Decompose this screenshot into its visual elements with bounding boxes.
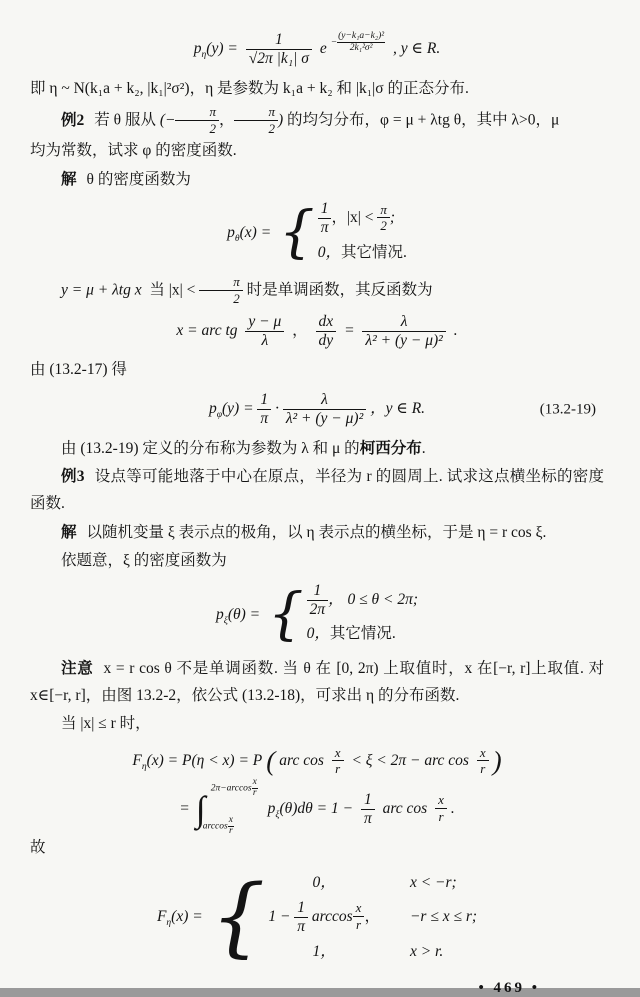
example-3-text: 设点等可能地落于中心在原点，半径为 r 的圆周上. 试求这点横坐标的密度函数. [30, 468, 604, 512]
fraction-x-over-r: $\frac{x}{r}$ [435, 792, 447, 824]
equation-F-line-2: = ∫ 2π−arccos $\frac{x}{r}$ arccos $\frac{x}{r}$ $p_\xi(\theta)d\theta = 1$ − $\frac{1}{\pi}$ arc cos $\frac{x}{r}$ . [179, 777, 455, 837]
integrand: $p_\xi(\theta)d\theta = 1$ − [267, 799, 354, 820]
paragraph-note [30, 656, 604, 709]
example-2-statement [30, 104, 604, 136]
fraction-coefficient [246, 31, 312, 69]
integral [194, 777, 264, 837]
fraction-1-over-pi: $\frac{1}{\pi}$ [318, 200, 332, 238]
cases-block [268, 582, 418, 649]
fraction-pi-over-2: $\frac{\pi}{2}$ [234, 104, 278, 136]
fraction-pi-over-2: $\frac{\pi}{2}$ [377, 202, 390, 234]
case-grid [268, 869, 477, 966]
paragraph-normal-distribution: 即 η ~ N(k₁a + k₂, |k₁|²σ²)，η 是参数为 k₁a + k₂ 和 |k₁|σ 的正态分布. [30, 79, 469, 97]
case-2: 0，其它情况. [317, 243, 407, 261]
exponent-denominator: 2k₁²σ² [349, 43, 373, 54]
equation-number: (13.2-19) [539, 401, 596, 418]
multiplication-dot: · [275, 400, 279, 418]
fraction-1-over-pi: $\frac{1}{\pi}$ [294, 899, 308, 937]
solution-3-text: 以随机变量 ξ 表示点的极角，以 η 表示点的横坐标，于是 η = r cos ξ. [86, 523, 547, 541]
fraction-numerator: 1 [246, 31, 312, 50]
paragraph-monotone [30, 274, 604, 306]
eq-lhs [193, 40, 238, 61]
eq-args: (y) = [206, 40, 238, 58]
fraction-1-over-pi: $\frac{1}{\pi}$ [361, 791, 375, 829]
note-label: 注意 [61, 659, 94, 677]
mono-text-1: 当 |x| < [149, 281, 196, 299]
eq-lhs: $p_\xi(\theta)$ = [215, 605, 261, 627]
paragraph-by-13-2-17: 由 (13.2-17) 得 [30, 361, 127, 379]
example-3-label: 例3 [61, 468, 85, 486]
eq-lhs: $F_\eta(x) = P(\eta < x) = P$ [132, 752, 263, 773]
equation-inverse-function: x = arc tg $\frac{y - \mu}{\lambda}$ ， $\frac{dx}{dy}$ = $\frac{\lambda}{\text{λ² + (y − μ)²}}$ . [176, 312, 458, 350]
example-2-label: 例2 [61, 111, 85, 129]
solution-2-text: θ 的密度函数为 [86, 170, 191, 188]
fraction-denominator [246, 50, 312, 68]
equation-p-theta-cases [30, 200, 604, 267]
case-2-value: 1 − $\frac{1}{\pi}$ arccos $\frac{x}{r}$ ， [268, 898, 380, 935]
cases-block [279, 200, 407, 267]
interval-comma: ， [218, 111, 235, 129]
equation-normal-density [30, 31, 604, 69]
interval-close: ) [278, 111, 284, 129]
solution-label: 解 [61, 170, 77, 188]
case-2: 0，其它情况. [306, 625, 396, 643]
symbol-p: p [193, 40, 202, 58]
eq-lhs: $p_\varphi(y)$ = [208, 400, 254, 421]
equation-13-2-19 [30, 391, 604, 429]
integral-upper-limit: 2π−arccos $\frac{x}{r}$ [210, 777, 257, 799]
exponent-fraction [337, 31, 385, 54]
subscript-theta: θ [234, 233, 240, 245]
example-2-statement-line2: 均为常数，试求 φ 的密度函数. [30, 141, 237, 159]
fraction-x-over-r: $\frac{x}{r}$ [353, 900, 365, 932]
integral-sign: ∫ [195, 789, 206, 830]
cauchy-term-bold: 柯西分布 [359, 439, 422, 457]
solution-label: 解 [61, 523, 77, 541]
equation-p-xi-cases [30, 582, 604, 649]
fraction-lambda-over-quadratic: $\frac{\lambda}{\text{λ² + (y − μ)²}}$ [283, 391, 366, 429]
case-rows [307, 582, 418, 649]
case-3-condition: x > r. [409, 943, 444, 961]
left-brace: { [267, 582, 304, 647]
fraction-dx-over-dy: $\frac{dx}{dy}$ [316, 313, 337, 351]
subscript-eta: η [141, 761, 147, 773]
denominator-rest: |k₁| σ [272, 50, 309, 68]
equation-F-cases [30, 869, 604, 966]
case-2-condition: −r ≤ x ≤ r; [409, 908, 478, 926]
solution-2 [30, 167, 604, 194]
case-1-condition: x < −r; [409, 873, 457, 891]
subscript-phi: φ [216, 409, 222, 421]
interval-open: (− [159, 111, 176, 129]
subscript-xi: ξ [275, 808, 280, 820]
example-3-statement [30, 464, 604, 517]
arctg-lhs: x = arc tg [176, 322, 238, 340]
case-1: $\frac{1}{2\pi}$ ， 0 ≤ θ < 2π; [307, 582, 418, 620]
exponent-numerator: (y−k₁a−k₂)² [337, 31, 385, 43]
paragraph-therefore: 故 [30, 839, 46, 857]
fraction-1-over-2pi: $\frac{1}{2\pi}$ [307, 582, 329, 620]
page-number: • 469 • [478, 980, 540, 997]
solution-3-line2: 依题意，ξ 的密度函数为 [61, 552, 227, 570]
fraction-lambda-over-quadratic: $\frac{\lambda}{\text{λ² + (y − μ)²}}$ [362, 313, 445, 351]
left-brace: { [279, 200, 315, 266]
integral-lower-limit: arccos $\frac{x}{r}$ [202, 815, 233, 837]
case-1: $\frac{1}{\pi}$ ，|x| < $\frac{\pi}{2}$ ; [318, 200, 407, 238]
fraction-y-minus-mu-over-lambda: $\frac{y - \mu}{\lambda}$ [245, 313, 284, 351]
case-3-value: 1， [312, 943, 336, 961]
subscript-xi: ξ [223, 615, 228, 627]
fraction-pi-over-2: $\frac{\pi}{2}$ [199, 274, 243, 306]
case-1-value: 0， [312, 873, 336, 891]
paragraph-when: 当 |x| ≤ r 时， [61, 715, 151, 733]
big-paren-open: ( [266, 746, 276, 777]
cases-block [211, 869, 477, 966]
fraction-x-over-r: $\frac{x}{r}$ [332, 745, 344, 777]
example-2-text-1: 若 θ 服从 [94, 111, 156, 129]
eq-lhs: $F_\eta(x)$ = [156, 907, 203, 929]
mono-formula: y = μ + λtg x [61, 281, 142, 299]
equation-F-line-1: $F_\eta(x) = P(\eta < x) = P$ ( arc cos $\frac{x}{r}$ < ξ < 2π − arc cos $\frac{x}{r}$ ) [132, 744, 502, 777]
eq-center: $p_\varphi(y)$ = $\frac{1}{\pi}$ · $\frac{\lambda}{\text{λ² + (y − μ)²}}$ ，y ∈ R. [208, 391, 426, 428]
solution-3 [30, 520, 604, 547]
sqrt-radicand: 2π [257, 50, 273, 68]
subscript-eta: η [201, 49, 207, 61]
euler-e: e [319, 40, 327, 58]
left-brace: { [210, 867, 266, 968]
exponent [331, 31, 385, 54]
fraction-1-over-pi: $\frac{1}{\pi}$ [257, 391, 271, 429]
mono-text-2: 时是单调函数，其反函数为 [246, 281, 433, 299]
big-paren-close: ) [492, 746, 502, 777]
fraction-pi-over-2: $\frac{\pi}{2}$ [175, 104, 219, 136]
note-text: x = r cos θ 不是单调函数. 当 θ 在 [0, 2π) 上取值时，x 在[−r, r]上取值. 对 x∈[−r, r]，由图 13.2-2，依公式 (13.2-18)，可求出 η 的分布函数. [30, 659, 604, 704]
subscript-eta: η [166, 917, 172, 929]
exponent-minus: − [330, 38, 338, 49]
eq-domain: , y ∈ R. [393, 40, 441, 58]
paragraph-cauchy: 由 (13.2-19) 定义的分布称为参数为 λ 和 μ 的柯西分布. [61, 439, 426, 457]
case-rows [318, 200, 407, 267]
eq-lhs: $p_\theta(x)$ = [227, 224, 272, 245]
example-2-text-2: 的均匀分布，φ = μ + λtg θ，其中 λ>0，μ [287, 111, 560, 129]
sqrt-sign: √ [248, 50, 258, 68]
fraction-x-over-r: $\frac{x}{r}$ [477, 745, 489, 777]
